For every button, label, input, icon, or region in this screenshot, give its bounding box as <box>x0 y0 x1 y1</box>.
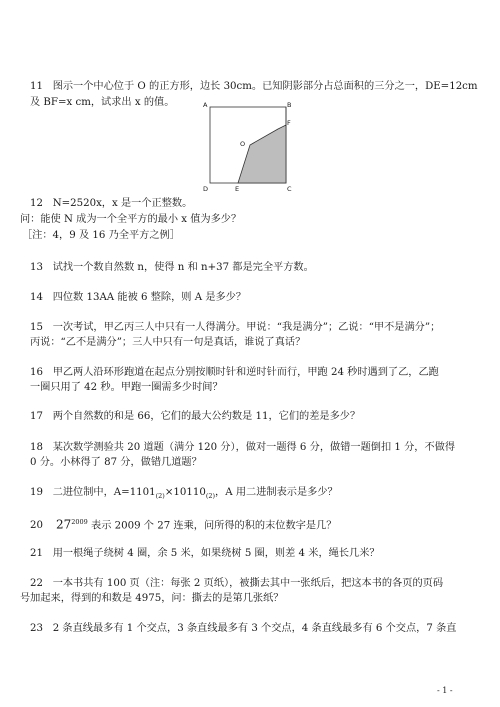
label-e: E <box>235 185 240 191</box>
problem-12-line2: 问：能使 N 成为一个全平方的最小 x 值为多少？ <box>20 214 242 225</box>
problem-17-number: 17 <box>30 411 43 422</box>
problem-20-base: 27 <box>55 517 72 532</box>
problem-13 <box>30 261 314 274</box>
problem-19-mid: ×10110 <box>164 487 206 498</box>
problem-23-number: 23 <box>30 623 43 634</box>
problem-12-text: N=2520x，x 是一个正整数。 <box>52 198 193 209</box>
problem-22-line2: 号加起来，得到的和数是 4975，问：撕去的是第几张纸？ <box>20 593 284 604</box>
label-a: A <box>203 101 208 109</box>
problem-18-line2: 0 分。小林得了 87 分，做错几道题？ <box>30 457 202 468</box>
label-f: F <box>287 119 291 127</box>
problem-12-line3: ［注：4，9 及 16 乃全平方之例］ <box>22 230 180 241</box>
problem-18-line1 <box>30 441 455 454</box>
page-number: - 1 - <box>437 686 453 695</box>
problem-16-text: 甲乙两人沿环形跑道在起点分别按顺时针和逆时针而行，甲跑 24 秒时遇到了乙，乙跑 <box>52 367 439 378</box>
problem-20-number: 20 <box>30 520 43 532</box>
problem-15-line1 <box>30 321 440 334</box>
problem-11-text: 图示一个中心位于 O 的正方形，边长 30cm。已知阴影部分占总面积的三分之一，DE=12cm <box>52 81 478 92</box>
problem-11-number: 11 <box>30 81 43 92</box>
problem-15-text: 一次考试，甲乙丙三人中只有一人得满分。甲说：“我是满分”；乙说：“甲不是满分”； <box>52 322 441 333</box>
problem-21-number: 21 <box>30 548 43 559</box>
label-c: C <box>287 185 292 191</box>
problem-13-text: 试找一个数自然数 n，使得 n 和 n+37 都是完全平方数。 <box>52 262 314 273</box>
problem-17 <box>30 410 360 423</box>
problem-21-text: 用一根绳子绕树 4 圈，余 5 米，如果绕树 5 圈，则差 4 米，绳长几米？ <box>52 548 380 559</box>
problem-19-sub1: (2) <box>155 492 165 501</box>
label-d: D <box>203 185 209 191</box>
problem-18-number: 18 <box>30 442 43 453</box>
problem-18-text: 某次数学测验共 20 道题（满分 120 分），做对一题得 6 分，做错一题倒扣 1 分，不做得 <box>52 442 456 453</box>
problem-16-line1 <box>30 366 439 379</box>
problem-22-number: 22 <box>30 578 43 589</box>
problem-16-number: 16 <box>30 367 43 378</box>
problem-19-number: 19 <box>30 487 43 498</box>
problem-14-number: 14 <box>30 292 43 303</box>
problem-13-number: 13 <box>30 262 43 273</box>
problem-22-text: 一本书共有 100 页（注：每张 2 页纸），被撕去其中一张纸后，把这本书的各页的页码 <box>52 578 444 589</box>
label-b: B <box>287 101 292 109</box>
problem-21 <box>30 547 380 560</box>
problem-12-line1 <box>30 197 192 210</box>
problem-14-text: 四位数 13AA 能被 6 整除，则 A 是多少？ <box>52 292 247 303</box>
problem-16-line2: 一圈只用了 42 秒。甲跑一圈需多少时间？ <box>30 382 223 393</box>
problem-20-exp: 2009 <box>71 518 88 526</box>
problem-20 <box>30 516 336 532</box>
problem-11-line1 <box>30 80 478 93</box>
problem-12-number: 12 <box>30 198 43 209</box>
problem-17-text: 两个自然数的和是 66，它们的最大公约数是 11，它们的差是多少？ <box>52 411 361 422</box>
problem-19-post: ，A 用二进制表示是多少？ <box>215 487 338 498</box>
problem-23-text: 2 条直线最多有 1 个交点，3 条直线最多有 3 个交点，4 条直线最多有 6 个交点，7 条直 <box>52 623 457 634</box>
problem-15-line2: 丙说：“乙不是满分”；三人中只有一句是真话，谁说了真话？ <box>30 337 306 348</box>
problem-14 <box>30 291 246 304</box>
label-o: O <box>240 140 246 148</box>
problem-19-pre: 二进位制中，A=1101 <box>52 487 156 498</box>
problem-22-line1 <box>30 577 443 590</box>
problem-20-text: 表示 2009 个 27 连乘，问所得的积的末位数字是几？ <box>91 520 337 532</box>
problem-19-sub2: (2) <box>205 492 216 501</box>
problem-19 <box>30 486 338 503</box>
square-figure <box>202 99 294 191</box>
problem-11-line2: 及 BF=x cm，试求出 x 的值。 <box>30 97 175 108</box>
problem-15-number: 15 <box>30 322 43 333</box>
problem-23 <box>30 622 456 635</box>
